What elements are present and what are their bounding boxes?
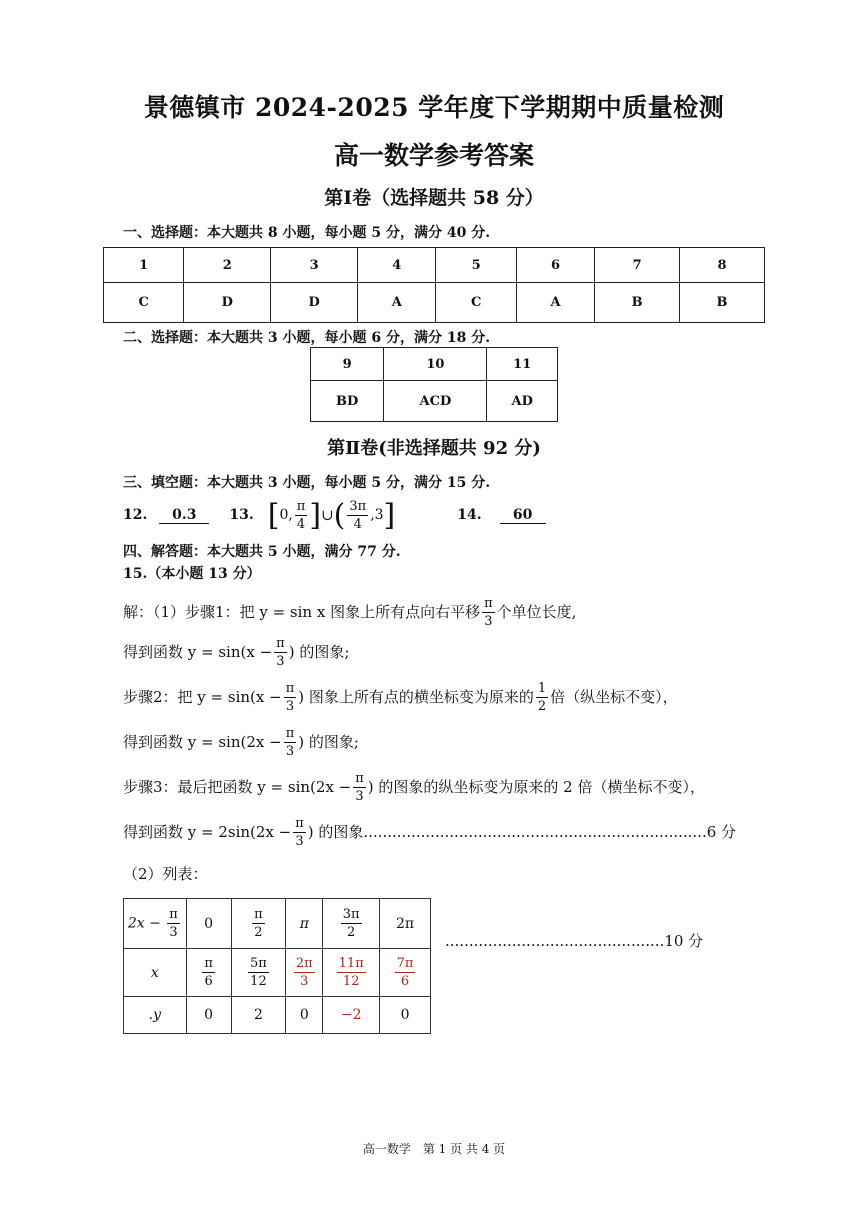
table-cell: B [680,283,765,323]
q12-answer: 0.3 [159,507,209,524]
fraction-pi-3 [353,772,366,803]
table-cell: 6 [516,248,594,283]
q14-answer: 60 [500,507,546,524]
table-cell: 9 [311,348,384,381]
table-cell: 0 [186,997,231,1034]
frac-den: 2 [537,698,547,714]
frac-den: 4 [353,516,362,532]
part1-heading: 第Ⅰ卷（选择题共 58 分） [324,187,544,209]
table-cell [186,949,231,997]
fraction-one-half [536,682,548,713]
frac-num: π [204,956,213,971]
table-cell: π [286,899,323,949]
solution-text: 倍（纵坐标不变）， [550,688,678,706]
frac-den: 3 [355,788,364,804]
q13-zero: 0, [279,507,293,523]
fraction [202,957,215,988]
solution-line2 [123,632,349,672]
fraction-pi-3 [284,727,297,758]
row-label-x: x [124,949,187,997]
part2-heading: 第Ⅱ卷(非选择题共 92 分) [327,438,541,459]
frac-den: 3 [276,653,285,669]
solution-text: ) 图象上所有点的横坐标变为原来的 [298,688,534,706]
table-cell [231,899,286,949]
section1-heading: 一、选择题：本大题共 8 小题，每小题 5 分，满分 40 分. [123,225,491,241]
frac-den: 6 [204,974,213,989]
table-cell: 5 [436,248,516,283]
table-cell: D [271,283,358,323]
table-cell: C [104,283,184,323]
document-subtitle: 高一数学参考答案 [333,141,534,170]
fraction-pi-3 [274,637,287,668]
q13-left-bracket: [ [267,497,280,533]
frac-den: 2 [347,925,356,940]
frac-num: π [254,907,263,922]
fraction [248,957,269,988]
table-cell: 4 [358,248,436,283]
q13-label: 13. [229,507,254,523]
q15-heading: 15.（本小题 13 分） [123,566,261,582]
solution-text: 步骤2：把 y = sin(x − [123,688,282,706]
table-cell: 2 [184,248,271,283]
table-cell [380,949,431,997]
solution-step3 [123,767,705,807]
table-cell: 3 [271,248,358,283]
part2-label: （2）列表： [123,865,208,883]
frac-den: 3 [285,743,295,759]
frac-num: 1 [537,680,547,696]
section1-answer-table [103,247,765,323]
q12-label: 12. [123,507,148,523]
table-row [124,899,431,949]
fraction-pi-3 [482,597,495,628]
section1-number-row [104,248,765,283]
frac-den: 12 [250,974,267,989]
frac-num: π [276,635,285,651]
frac-num: 2π [295,956,313,971]
page-footer: 高一数学 第 1 页 共 4 页 [362,1142,506,1156]
table-cell: B [595,283,680,323]
solution-text: ) 的图象........................................................................6 分 [307,823,737,841]
q14-label: 14. [457,507,482,523]
section4-heading: 四、解答题：本大题共 5 小题，满分 77 分. [123,544,401,560]
table-cell: A [516,283,594,323]
frac-den: 12 [342,974,360,989]
fraction-pi-3 [167,908,180,939]
frac-num: 5π [250,956,267,971]
section2-heading: 二、选择题：本大题共 3 小题，每小题 6 分，满分 18 分. [123,330,491,346]
q13-union: ∪ [321,506,334,524]
solution-line6 [123,812,736,852]
q13-fraction-pi-4 [295,500,308,531]
q13-fraction-3pi-4 [347,500,368,531]
section2-number-row [311,348,558,381]
table-cell [286,949,323,997]
section2-answer-row [311,381,558,422]
solution-text: 个单位长度, [496,603,577,621]
table-cell: AD [487,381,558,422]
section1-answer-row [104,283,765,323]
fill-in-answers [123,495,763,535]
table-cell: 1 [104,248,184,283]
table-cell: 0 [286,997,323,1034]
table-row [124,949,431,997]
frac-num: π [285,680,295,696]
fraction-pi-3 [284,682,297,713]
fraction [341,908,362,939]
frac-den: 3 [285,698,295,714]
table-cell: 11 [487,348,558,381]
frac-num: π [296,498,306,514]
row-label-y: .y [124,997,187,1034]
frac-num: π [169,907,178,922]
solution-text: 得到函数 y = 2sin(2x − [123,823,292,841]
table-cell: −2 [323,997,380,1034]
value-table [123,898,431,1034]
table-cell: ACD [384,381,487,422]
frac-den: 3 [300,974,309,989]
solution-line4 [123,722,359,762]
q13-answer [268,498,396,533]
row-label-2x-minus-pi-3 [124,899,187,949]
frac-num: 7π [396,956,414,971]
document-title: 景德镇市 2024-2025 学年度下学期期中质量检测 [143,93,725,122]
fraction [252,908,265,939]
frac-num: π [295,815,304,831]
table-row [124,997,431,1034]
frac-num: 3π [342,907,360,922]
frac-den: 6 [400,974,410,989]
table-cell: 8 [680,248,765,283]
frac-den: 3 [484,613,493,629]
frac-den: 4 [296,516,306,532]
frac-den: 3 [295,833,304,849]
section2-answer-table [310,347,558,422]
fraction-pi-3 [293,817,306,848]
table-score: ..............................................10 分 [445,932,704,950]
solution-text: ) 的图象; [288,643,350,661]
frac-den: 3 [169,925,178,940]
solution-step1 [123,592,576,632]
solution-text: 解：（1）步骤1：把 y = sin x 图象上所有点向右平移 [123,603,481,621]
q13-three: ,3 [370,507,384,523]
frac-den: 2 [254,925,263,940]
table-cell: 0 [380,997,431,1034]
solution-text: 得到函数 y = sin(x − [123,643,273,661]
q13-right-bracket: ] [383,497,396,533]
table-cell: 2π [380,899,431,949]
q13-open-paren: ( [333,497,346,533]
solution-text: 步骤3：最后把函数 y = sin(2x − [123,778,352,796]
solution-text: ) 的图象; [298,733,359,751]
solution-step2 [123,677,678,717]
fraction [337,957,366,988]
table-cell [323,899,380,949]
frac-num: π [355,770,364,786]
solution-text: 得到函数 y = sin(2x − [123,733,282,751]
table-cell: 7 [595,248,680,283]
frac-num: π [285,725,295,741]
table-cell [323,949,380,997]
frac-num: 11π [338,956,364,971]
row-label-text: 2x − [127,915,161,932]
table-cell: 0 [186,899,231,949]
table-cell: 10 [384,348,487,381]
frac-num: 3π [349,498,367,514]
solution-text: ) 的图象的纵坐标变为原来的 2 倍（横坐标不变）， [367,778,705,796]
fraction [395,957,416,988]
table-cell: 2 [231,997,286,1034]
table-cell: D [184,283,271,323]
q13-close-paren: ] [309,497,322,533]
section3-heading: 三、填空题：本大题共 3 小题，每小题 5 分，满分 15 分. [123,475,491,491]
table-cell: BD [311,381,384,422]
fraction [294,957,315,988]
table-cell: C [436,283,516,323]
table-cell [231,949,286,997]
table-cell: A [358,283,436,323]
frac-num: π [484,595,493,611]
